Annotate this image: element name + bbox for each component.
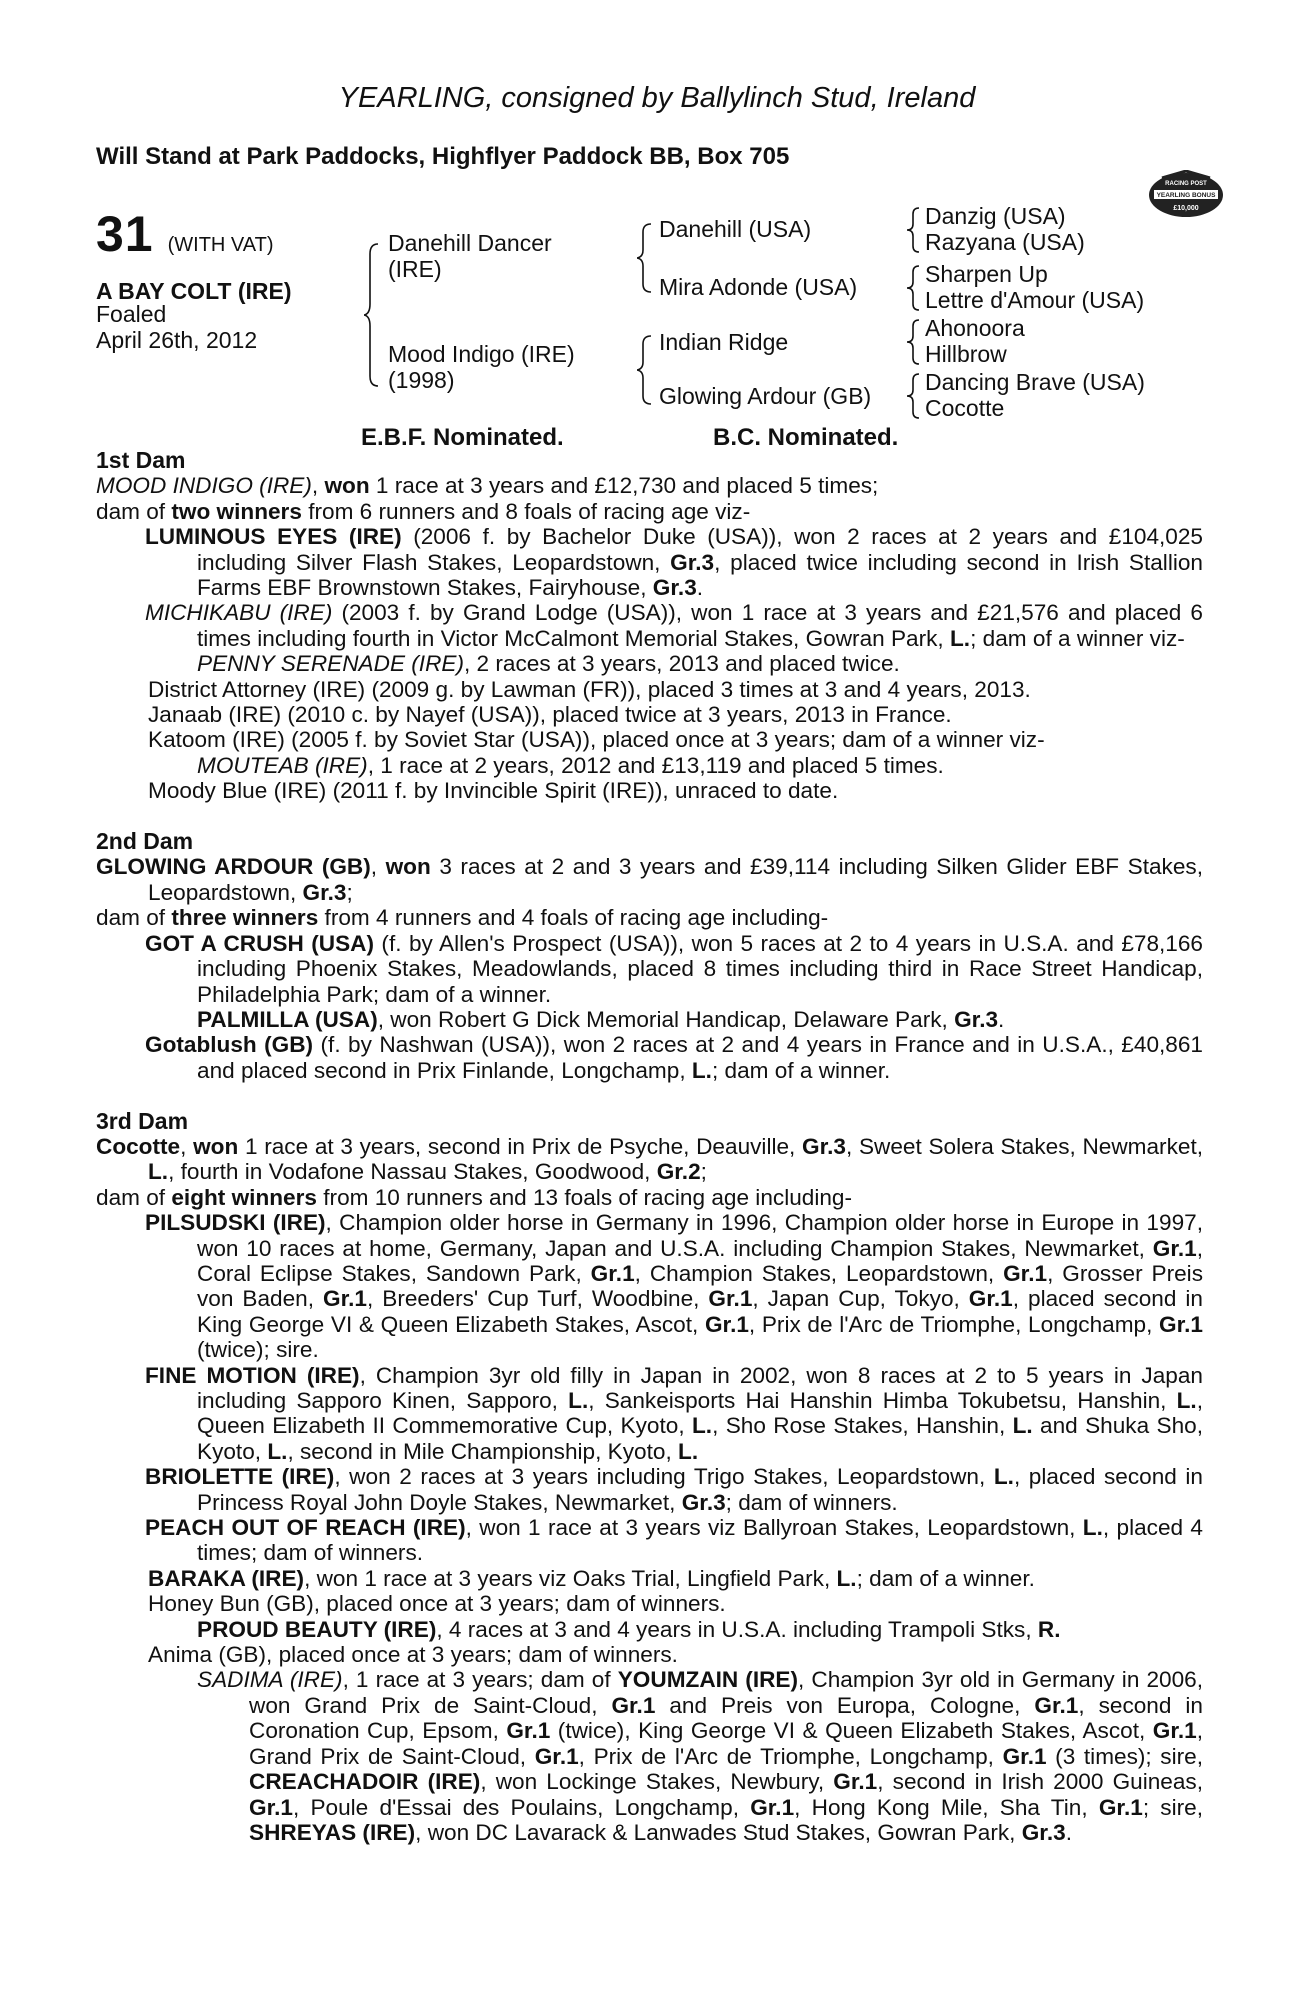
text: , Prix de l'Arc de Triomphe, Longchamp, (748, 1311, 1160, 1337)
text: Gr.3 (802, 1133, 846, 1159)
text: Gr.1 (1152, 1235, 1197, 1261)
text: Gr.3 (681, 1489, 726, 1515)
pedigree-ddd: Cocotte (925, 395, 1005, 421)
text: Gr.1 (323, 1286, 367, 1312)
pedigree-brace-main (364, 240, 384, 390)
text: , second in Coronation Cup, Epsom, (249, 1692, 1203, 1744)
produce-entry (96, 1032, 1203, 1083)
text: Gr.1 (704, 1311, 749, 1337)
horse-name: FINE MOTION (IRE) (145, 1362, 360, 1388)
pedigree-brace-dd (905, 372, 923, 420)
produce-entry (96, 931, 1203, 1007)
text: L. (267, 1438, 288, 1464)
text: Gr.1 (1002, 1743, 1047, 1769)
text: , Queen Elizabeth II Commemorative Cup, Kyoto, (197, 1388, 1203, 1439)
section-gap (96, 804, 1203, 829)
produce-entry: Janaab (IRE) (2010 c. by Nayef (USA)), placed twice at 3 years, 2013 in France. (148, 702, 952, 728)
text: , Champion Stakes, Leopardstown, (634, 1260, 1004, 1286)
produce-entry (96, 1464, 1203, 1515)
pedigree-sds: Sharpen Up (925, 261, 1048, 287)
text: Gr.1 (1159, 1311, 1203, 1337)
produce-entry (96, 1363, 1203, 1465)
badge-amount: £10,000 (1173, 205, 1199, 212)
text: Gr.1 (249, 1794, 293, 1820)
lot-number: 31 (96, 206, 154, 262)
text: , won 1 race at 3 years viz Oaks Trial, Lingfield Park, (304, 1565, 837, 1591)
pedigree-sss: Danzig (USA) (925, 203, 1066, 229)
text: 3 races at 2 and 3 years and £39,114 including Silken Glider EBF Stakes, Leopardstown, (148, 854, 1203, 905)
text: , Grosser Preis von Baden, (197, 1260, 1203, 1312)
text: won (385, 854, 431, 880)
text: , Japan Cup, Tokyo, (752, 1286, 969, 1312)
horse-name: Gotablush (GB) (145, 1032, 314, 1058)
text: , (311, 473, 325, 499)
text: three winners (171, 905, 319, 931)
text: , won 2 races at 3 years including Trigo Stakes, Leopardstown, (334, 1464, 994, 1490)
text: , 1 race at 2 years, 2012 and £13,119 and placed 5 times. (367, 752, 944, 778)
first-dam-summary (96, 473, 1203, 498)
text: . (696, 575, 704, 601)
text: , second in Irish 2000 Guineas, (877, 1769, 1204, 1795)
produce-entry: Honey Bun (GB), placed once at 3 years; dam of winners. (148, 1591, 726, 1617)
text: ; dam of a winner. (711, 1057, 891, 1083)
horse-name: GOT A CRUSH (USA) (145, 930, 374, 956)
pedigree-brace-sire (637, 222, 657, 294)
text: , Coral Eclipse Stakes, Sandown Park, (197, 1235, 1203, 1286)
dam-name: MOOD INDIGO (IRE) (96, 473, 312, 499)
text: , (180, 1133, 194, 1159)
text: Gr.3 (652, 575, 697, 601)
horse-name: PENNY SERENADE (IRE) (197, 651, 464, 677)
pedigree-sire-dam: Mira Adonde (USA) (659, 274, 858, 300)
family-notes (96, 448, 1203, 1845)
horse-name: MICHIKABU (IRE) (145, 600, 333, 626)
produce-entry (96, 1515, 1203, 1566)
text: , Champion 3yr old filly in Japan in 2002, won 8 races at 2 to 5 years in Japan including Sapporo Kinen, Sapporo, (197, 1362, 1203, 1413)
pedigree-brace-ss (905, 206, 923, 254)
pedigree-dds: Dancing Brave (USA) (925, 369, 1145, 395)
second-dam-produce (96, 905, 1203, 930)
text: , won 1 race at 3 years viz Ballyroan Stakes, Leopardstown, (465, 1515, 1083, 1541)
text: L. (836, 1565, 857, 1591)
text: (f. by Nashwan (USA)), won 2 races at 2 and 4 years in France and in U.S.A., £40,861 and placed second in Prix Finlande, Longchamp, (197, 1032, 1203, 1083)
text: . (1065, 1819, 1072, 1845)
text: ; (700, 1159, 707, 1185)
text: , second in Mile Championship, Kyoto, (287, 1438, 679, 1464)
text: , won DC Lavarack & Lanwades Stud Stakes, Gowran Park, (415, 1819, 1022, 1845)
pedigree-sire-suffix: (IRE) (388, 256, 442, 282)
text: , placed second in King George VI & Queen Elizabeth Stakes, Ascot, (197, 1286, 1203, 1337)
produce-entry (96, 1667, 1203, 1845)
text: L. (993, 1464, 1014, 1490)
third-dam-heading: 3rd Dam (96, 1107, 189, 1134)
produce-entry (96, 651, 1203, 676)
produce-entry (96, 600, 1203, 651)
text: and Shuka Sho, Kyoto, (197, 1413, 1203, 1464)
text: Gr.1 (506, 1718, 551, 1744)
horse-name: CREACHADOIR (IRE) (249, 1769, 481, 1795)
pedigree-ssd: Razyana (USA) (925, 229, 1085, 255)
produce-entry (96, 1007, 1203, 1032)
text: , Champion older horse in Germany in 1996, Champion older horse in Europe in 1997, won 10 races at home, Germany, Japan and U.S.A. including Champion Stakes, Newmarket, (197, 1210, 1203, 1261)
text: (f. by Allen's Prospect (USA)), won 5 races at 2 to 4 years in U.S.A. and £78,166 including Phoenix Stakes, Meadowlands, placed 8 times including third in Race Street Handicap, Philadelphia Park; dam of a winner. (197, 930, 1204, 1007)
text: and Preis von Europa, Cologne, (655, 1692, 1035, 1718)
horse-name: MOUTEAB (IRE) (197, 752, 368, 778)
text: Gr.1 (1003, 1260, 1048, 1286)
text: Gr.1 (1034, 1692, 1079, 1718)
text: ; dam of a winner. (856, 1565, 1035, 1591)
foaled-date: April 26th, 2012 (96, 327, 258, 353)
badge-text-top: RACING POST (1165, 181, 1207, 187)
second-dam-summary (96, 854, 1203, 905)
foaled-label: Foaled (96, 301, 167, 327)
text: Gr.1 (708, 1286, 753, 1312)
text: , placed 4 times; dam of winners. (197, 1515, 1204, 1566)
third-dam-summary (96, 1134, 1203, 1185)
text: , placed twice including second in Irish Stallion Farms EBF Brownstown Stakes, Fairyhouse, (197, 549, 1203, 601)
text: , Sweet Solera Stakes, Newmarket, (846, 1133, 1204, 1159)
horse-name: PILSUDSKI (IRE) (145, 1210, 326, 1236)
text: R. (1037, 1616, 1061, 1642)
text: L. (1012, 1413, 1033, 1439)
produce-entry (96, 1210, 1203, 1362)
third-dam-produce (96, 1185, 1203, 1210)
text: (twice); sire. (197, 1337, 319, 1363)
ebf-nominated: E.B.F. Nominated. (361, 424, 564, 451)
text: from 10 runners and 13 foals of racing age including- (316, 1184, 853, 1210)
text: ; dam of winners. (725, 1489, 898, 1515)
horse-name: PEACH OUT OF REACH (IRE) (145, 1515, 466, 1541)
text: Gr.1 (611, 1692, 656, 1718)
text: eight winners (171, 1184, 317, 1210)
pedigree-brace-sd (905, 264, 923, 312)
text: Gr.1 (750, 1794, 795, 1820)
text: L. (691, 1057, 712, 1083)
pedigree-dam: Mood Indigo (IRE) (388, 341, 575, 367)
section-gap (96, 1083, 1203, 1108)
text: two winners (171, 498, 302, 524)
text: YOUMZAIN (IRE) (617, 1667, 799, 1693)
yearling-bonus-badge (1148, 170, 1224, 220)
text: Gr.3 (1021, 1819, 1066, 1845)
text: dam of (96, 1184, 172, 1210)
text: L. (568, 1388, 589, 1413)
text: (2003 f. by Grand Lodge (USA)), won 1 race at 3 years and £21,576 and placed 6 times including fourth in Victor McCalmont Memorial Stakes, Gowran Park, (197, 600, 1203, 651)
text: L. (950, 625, 971, 651)
text: (2006 f. by Bachelor Duke (USA)), won 2 races at 2 years and £104,025 including Silver Flash Stakes, Leopardstown, (197, 524, 1203, 575)
horse-name: SHREYAS (IRE) (249, 1819, 416, 1845)
text: , won Lockinge Stakes, Newbury, (480, 1769, 834, 1795)
text: , Hong Kong Mile, Sha Tin, (794, 1794, 1099, 1820)
pedigree-brace-dam (637, 334, 657, 406)
text: Gr.3 (670, 549, 715, 575)
horse-name: LUMINOUS EYES (IRE) (145, 524, 402, 550)
text: 1 race at 3 years and £12,730 and placed 5 times; (369, 473, 879, 499)
lot-heading (96, 205, 274, 263)
text: Gr.1 (1152, 1718, 1197, 1744)
dam-name: Cocotte (96, 1133, 181, 1159)
text: Gr.3 (954, 1006, 999, 1032)
first-dam-produce (96, 499, 1203, 524)
bc-nominated: B.C. Nominated. (713, 424, 899, 451)
text: won (324, 473, 370, 499)
text: , Sho Rose Stakes, Hanshin, (712, 1413, 1013, 1439)
stand-location: Will Stand at Park Paddocks, Highflyer Paddock BB, Box 705 (96, 143, 790, 170)
first-dam-heading: 1st Dam (96, 447, 186, 473)
text: , won Robert G Dick Memorial Handicap, Delaware Park, (377, 1006, 955, 1032)
text: L. (148, 1159, 169, 1185)
badge-text-mid: YEARLING BONUS (1156, 192, 1216, 199)
text: (3 times); sire, (1046, 1743, 1203, 1769)
text: L. (678, 1438, 699, 1464)
produce-entry (96, 1566, 1203, 1591)
text: , Champion 3yr old in Germany in 2006, won Grand Prix de Saint-Cloud, (249, 1667, 1203, 1718)
text: ; dam of a winner viz- (970, 625, 1185, 651)
produce-entry: District Attorney (IRE) (2009 g. by Lawman (FR)), placed 3 times at 3 and 4 years, 2013. (148, 676, 1031, 702)
text: ; sire, (1142, 1794, 1203, 1820)
text: Gr.1 (1098, 1794, 1143, 1820)
horse-name: BRIOLETTE (IRE) (145, 1464, 335, 1490)
text: , fourth in Vodafone Nassau Stakes, Goodwood, (168, 1159, 657, 1185)
text: . (998, 1006, 1005, 1032)
text: 1 race at 3 years, second in Prix de Psyche, Deauville, (238, 1133, 803, 1159)
text: , 1 race at 3 years; dam of (342, 1667, 618, 1693)
text: Gr.1 (833, 1769, 878, 1795)
text: Gr.1 (968, 1286, 1013, 1312)
text: Gr.3 (302, 879, 347, 905)
pedigree-dsd: Hillbrow (925, 341, 1007, 367)
horse-name: BARAKA (IRE) (148, 1565, 305, 1591)
produce-entry (96, 753, 1203, 778)
produce-entry: Anima (GB), placed once at 3 years; dam of winners. (148, 1642, 678, 1668)
text: L. (1082, 1515, 1103, 1541)
text: , Grand Prix de Saint-Cloud, (249, 1718, 1203, 1769)
text: , placed second in Princess Royal John Doyle Stakes, Newmarket, (197, 1464, 1203, 1515)
text: L. (691, 1413, 713, 1439)
pedigree-dam-year: (1998) (388, 367, 455, 393)
text: from 4 runners and 4 foals of racing age including- (318, 905, 829, 931)
text: , Sankeisports Hai Hanshin Himba Tokubetsu, Hanshin, (588, 1388, 1177, 1413)
horse-name: PROUD BEAUTY (IRE) (197, 1616, 437, 1642)
horse-name: A BAY COLT (IRE) (96, 278, 292, 304)
pedigree-dss: Ahonoora (925, 315, 1025, 341)
pedigree-sire-sire: Danehill (USA) (659, 216, 812, 242)
text: , (370, 854, 386, 880)
text: , Breeders' Cup Turf, Woodbine, (366, 1286, 709, 1312)
text: , 2 races at 3 years, 2013 and placed twice. (464, 651, 900, 677)
foaled-info (96, 301, 257, 353)
text: , Prix de l'Arc de Triomphe, Longchamp, (578, 1743, 1003, 1769)
pedigree-dam-dam: Glowing Ardour (GB) (659, 383, 872, 409)
text: Gr.1 (534, 1743, 579, 1769)
text: , Poule d'Essai des Poulains, Longchamp, (292, 1794, 751, 1820)
produce-entry: Katoom (IRE) (2005 f. by Soviet Star (USA)), placed once at 3 years; dam of a winner viz- (148, 727, 1045, 753)
text: dam of (96, 905, 172, 931)
pedigree-sire: Danehill Dancer (388, 230, 552, 256)
produce-entry (96, 1617, 1203, 1642)
page-title: YEARLING, consigned by Ballylinch Stud, Ireland (338, 82, 976, 114)
dam-name: GLOWING ARDOUR (GB) (96, 854, 371, 880)
text: from 6 runners and 8 foals of racing age viz- (301, 498, 751, 524)
text: L. (1176, 1388, 1197, 1413)
second-dam-heading: 2nd Dam (96, 828, 194, 855)
text: won (193, 1133, 239, 1159)
pedigree-brace-ds (905, 318, 923, 366)
text: (twice), King George VI & Queen Elizabeth Stakes, Ascot, (550, 1718, 1153, 1744)
horse-name: PALMILLA (USA) (197, 1006, 378, 1032)
text: Gr.1 (590, 1260, 635, 1286)
text: dam of (96, 498, 172, 524)
vat-note: (WITH VAT) (167, 234, 274, 256)
horse-name: SADIMA (IRE) (197, 1667, 343, 1693)
text: , 4 races at 3 and 4 years in U.S.A. including Trampoli Stks, (436, 1616, 1038, 1642)
pedigree-sdd: Lettre d'Amour (USA) (925, 287, 1145, 313)
text: Gr.2 (656, 1159, 701, 1185)
produce-entry: Moody Blue (IRE) (2011 f. by Invincible Spirit (IRE)), unraced to date. (148, 778, 839, 804)
pedigree-dam-sire: Indian Ridge (659, 329, 789, 355)
text: ; (346, 879, 353, 905)
produce-entry (96, 524, 1203, 600)
